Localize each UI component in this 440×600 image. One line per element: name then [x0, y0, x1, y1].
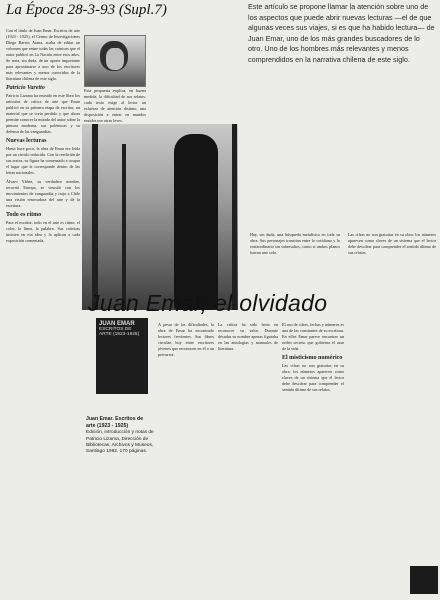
- column-second-upper: [84, 88, 146, 122]
- book-subtitle: ESCRITOS DE ARTE (1923-1925): [99, 327, 140, 337]
- tree-trunk: [122, 144, 126, 310]
- portrait-face: [106, 48, 124, 70]
- archive-stamp-mark: [410, 566, 438, 594]
- masthead: La Época 28-3-93 (Supl.7): [6, 2, 167, 18]
- column-lower-3: [218, 322, 278, 582]
- body-paragraph-8: A pesar de las dificultades, la obra de Emar ha encontrado lectores fervientes. Sus libros circulan hoy entre escritores jóvenes que reconocen en él a un precursor.: [158, 322, 214, 357]
- headline: Juan Emar, el olvidado: [88, 290, 328, 316]
- tree-trunk: [92, 124, 98, 310]
- body-paragraph-2: Hasta hace poco, la obra de Emar era leída por un círculo reducido. Con la reedición de sus textos, su figura ha comenzado a ocupar el lugar que le corresponde dentro de las letras nacionales.: [6, 146, 80, 175]
- intro-paragraph: Con el título de Juan Emar. Escritos de arte (1923 - 1925), el Centro de Investigaciones Diego Barros Arana, acaba de editar un volumen que reúne todas las crónicas que el autor publicó en La Nación entre esos años. Se trata, sin duda, de un aporte importante para aproximarse a uno de los escritores más relevantes y menos conocidos de la literatura chilena de este siglo.: [6, 28, 80, 81]
- subhead-ritmo: Todo es ritmo: [6, 212, 42, 218]
- body-paragraph-7: Las cifras no son gratuitas en su obra: los números aparecen como claves de un sistema que el lector debe descifrar para comprender el sentido último de sus relatos.: [348, 232, 436, 255]
- tree-trunk: [232, 124, 237, 310]
- column-left: [6, 28, 80, 588]
- body-paragraph-6: Hay, sin duda, una búsqueda metafísica en toda su obra. Sus personajes transitan entre lo cotidiano y lo extraordinario sin sobresaltos, como si ambos planos fueran uno solo.: [250, 232, 340, 255]
- column-lower-4: [282, 322, 344, 582]
- book-cover-image: [96, 318, 148, 394]
- body-paragraph-9: La crítica ha sido lenta en reconocer su valor. Durante décadas su nombre apenas figuraba en las antologías y manuales de literatura.: [218, 322, 278, 351]
- column-far-right: [348, 232, 436, 562]
- author-portrait-photo: [84, 35, 146, 87]
- pull-quote: Este artículo se propone llamar la atención sobre uno de los aspectos que puede abrir nuevas lecturas —el de que algunas veces sus viajes, si es que ha habido lectura— de Juan Emar, uno de los más grandes buscadores de lo otro. Uno de los hombres más relevantes y menos comprendidos en la narrativa chilena de este siglo.: [248, 2, 435, 64]
- standing-figure: [174, 134, 218, 310]
- body-paragraph-3: Álvaro Yáñez, su verdadero nombre, recorrió Europa, se vinculó con los movimientos de vanguardia y trajo a Chile una visión renovadora del arte y de la escritura.: [6, 179, 80, 208]
- caption-title: Juan Emar. Escritos de arte (1923 - 1925): [86, 416, 144, 430]
- book-title: JUAN EMAR: [99, 321, 135, 327]
- body-paragraph-1: Patricio Lizama ha reunido en este libro los artículos de crítica de arte que Emar publicó en su primera etapa de escritor, un material que se creía perdido y que ahora permite conocer la mirada del autor sobre la pintura moderna, sus polémicas y su defensa de las vanguardias.: [6, 93, 80, 134]
- body-paragraph-10: El uso de cifras, fechas y números es una de las constantes de su escritura. En ellos Emar parece encontrar un orden secreto que gobierna el azar de la vida.: [282, 322, 344, 351]
- subhead-misticismo: El misticismo numérico: [282, 355, 343, 361]
- park-photo: [82, 124, 238, 310]
- caption-body: Edición, introducción y notas de Patricio Lizama, Dirección de Bibliotecas, Archivos y Museos, Santiago 1992. 170 páginas.: [86, 430, 154, 455]
- byline: Patricio Varetto: [6, 85, 45, 91]
- body-paragraph-4: Para el escritor, todo en el arte es ritmo: el color, la línea, la palabra. Sus crónicas insisten en esa idea y la aplican a cada exposición comentada.: [6, 220, 80, 243]
- body-paragraph-5: Esta propuesta explica, en buena medida, la dificultad de sus relatos: cada texto exige al lector un esfuerzo de atención distinto, una disposición a entrar en mundos regidos por otras leyes.: [84, 88, 146, 122]
- column-lower-2: [158, 322, 214, 582]
- subhead-lecturas: Nuevas lecturas: [6, 138, 47, 144]
- book-caption: [86, 416, 154, 455]
- column-right-upper: [250, 232, 340, 292]
- body-paragraph-11: Las cifras no son gratuitas en su obra: los números aparecen como claves de un sistema que el lector debe descifrar para comprender el sentido último de sus relatos.: [282, 363, 344, 392]
